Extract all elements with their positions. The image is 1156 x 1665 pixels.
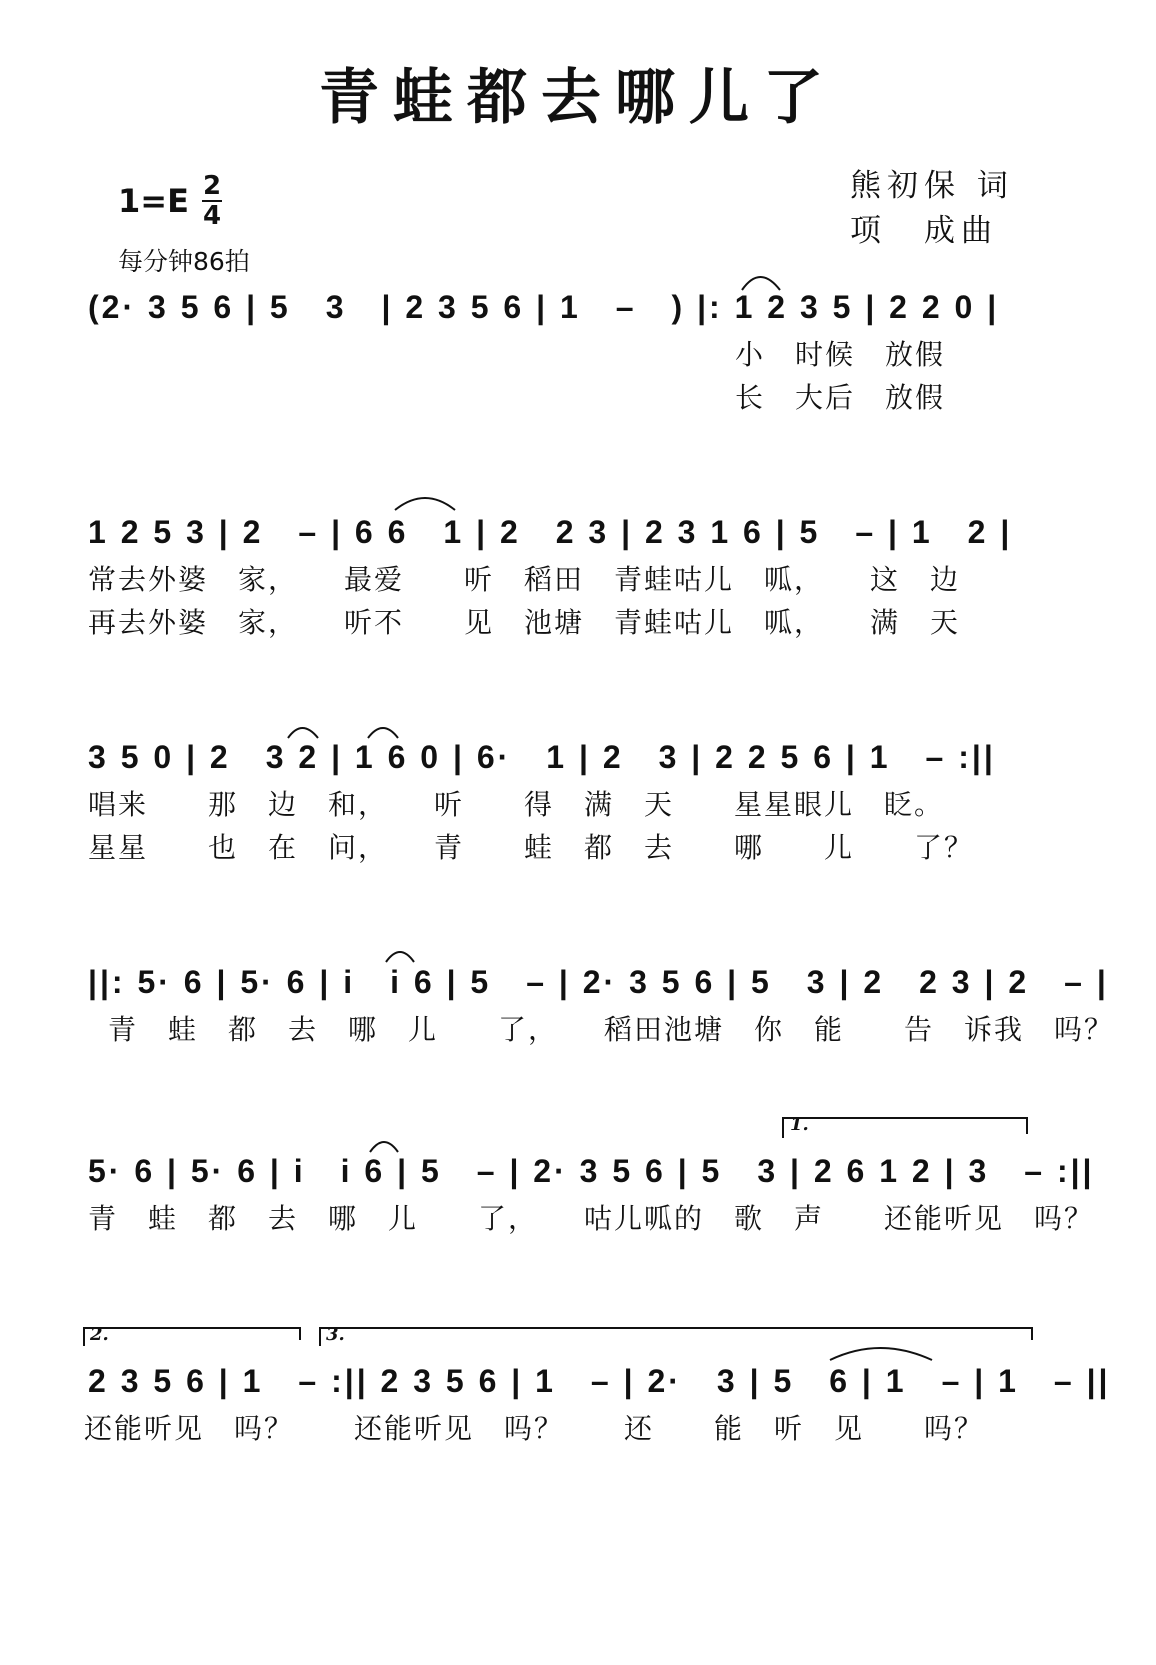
notation-line-2: 1 2 5 3 | 2 – | 6 6 1 | 2 2 3 | 2 3 1 6 | 5 – | 1 2 | xyxy=(88,514,1013,550)
lyric-line-2b: 再去外婆 家， 听不 见 池塘 青蛙咕儿 呱， 满 天 xyxy=(88,606,961,639)
time-numerator: 2 xyxy=(202,171,222,201)
lyric-line-1b: 长 大后 放假 xyxy=(735,381,946,414)
lyric-line-4: 青 蛙 都 去 哪 儿 了， 稻田池塘 你 能 告 诉我 吗？ xyxy=(108,1013,1115,1046)
tie-5 xyxy=(386,952,414,962)
notation-line-1: (2· 3 5 6 | 5 3 | 2 3 5 6 | 1 – ) |: 1 2 3 5 | 2 2 0 | xyxy=(88,289,1000,325)
tempo-marking: 每分钟86拍 xyxy=(118,247,250,276)
volta-3-label: 3. xyxy=(326,1324,345,1345)
tie-6 xyxy=(370,1142,398,1152)
lyric-line-1a: 小 时候 放假 xyxy=(735,338,946,371)
volta-2-label: 2. xyxy=(90,1324,109,1345)
lyric-line-2a: 常去外婆 家， 最爱 听 稻田 青蛙咕儿 呱， 这 边 xyxy=(88,563,961,596)
lyric-line-6: 还能听见 吗？ 还能听见 吗？ 还 能 听 见 吗？ xyxy=(84,1412,985,1445)
volta-2-bracket xyxy=(84,1328,300,1346)
volta-1-label: 1. xyxy=(790,1114,809,1135)
tie-2 xyxy=(395,498,455,510)
notation-line-5: 5· 6 | 5· 6 | i i 6 | 5 – | 2· 3 5 6 | 5 3 | 2 6 1 2 | 3 – :|| xyxy=(88,1153,1095,1189)
volta-3-bracket xyxy=(320,1328,1032,1346)
notation-line-6: 2 3 5 6 | 1 – :|| 2 3 5 6 | 1 – | 2· 3 | 5 6 | 1 – | 1 – || xyxy=(88,1363,1111,1399)
volta-1-bracket xyxy=(783,1118,1027,1138)
notation-line-3: 3 5 0 | 2 3 2 | 1 6 0 | 6· 1 | 2 3 | 2 2 5 6 | 1 – :|| xyxy=(88,739,996,775)
song-title: 青蛙都去哪儿了 xyxy=(319,63,837,133)
lyric-line-3b: 星星 也 在 问， 青 蛙 都 去 哪 儿 了？ xyxy=(88,831,975,864)
lyric-line-3a: 唱来 那 边 和， 听 得 满 天 星星眼儿 眨。 xyxy=(88,788,945,821)
composer-credit: 项 成曲 xyxy=(850,213,998,249)
tie-7 xyxy=(830,1348,932,1360)
time-denominator: 4 xyxy=(202,201,222,231)
tie-4 xyxy=(368,728,398,738)
tie-3 xyxy=(288,728,318,738)
notation-line-4: ||: 5· 6 | 5· 6 | i i 6 | 5 – | 2· 3 5 6 | 5 3 | 2 2 3 | 2 – | xyxy=(88,964,1109,1000)
lyricist-credit: 熊初保 词 xyxy=(850,168,1014,204)
key-signature: 1=E xyxy=(118,182,189,220)
lyric-line-5: 青 蛙 都 去 哪 儿 了， 咕儿呱的 歌 声 还能听见 吗？ xyxy=(88,1202,1095,1235)
tie-1 xyxy=(742,277,780,290)
